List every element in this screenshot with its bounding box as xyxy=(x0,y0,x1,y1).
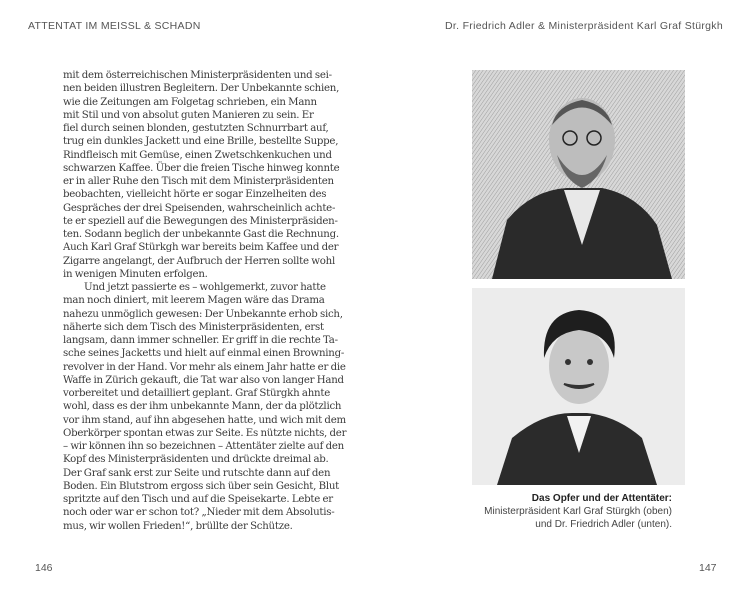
text-line: spritzte auf den Tisch und auf die Speisekarte. Lebte er xyxy=(63,494,333,505)
text-line: langsam, dann immer schneller. Er griff in die rechte Ta- xyxy=(63,335,338,346)
text-line: wie die Zeitungen am Folgetag schrieben, ein Mann xyxy=(63,96,317,108)
text-line: trug ein dunkles Jackett und eine Brille, bestellte Suppe, xyxy=(63,136,339,148)
text-line: Waffe in Zürich gekauft, die Tat war also von langer Hand xyxy=(63,374,344,386)
text-line: mit dem österreichischen Ministerpräsidenten und sei- xyxy=(63,70,332,81)
text-line: er in aller Ruhe den Tisch mit dem Ministerpräsidenten xyxy=(63,176,334,187)
paragraph-2 xyxy=(63,281,347,533)
text-line: – wir können ihn so bezeichnen – Attentäter zielte auf den xyxy=(63,441,344,452)
portrait-adler xyxy=(472,288,685,485)
running-header-right: Dr. Friedrich Adler & Ministerpräsident Karl Graf Stürgkh xyxy=(445,20,723,32)
text-line: Boden. Ein Blutstrom ergoss sich über sein Gesicht, Blut xyxy=(63,480,339,492)
running-header-left: ATTENTAT IM MEISSL & SCHADN xyxy=(28,20,201,32)
figure-caption xyxy=(484,492,672,531)
text-line: fiel durch seinen blonden, gestutzten Schnurrbart auf, xyxy=(63,123,329,134)
text-line: Gespräches der drei Speisenden, wahrscheinlich achte- xyxy=(63,202,336,214)
page-number-right: 147 xyxy=(699,562,717,574)
text-line: vorbereitet und detailliert geplant. Graf Stürgkh ahnte xyxy=(63,388,330,399)
text-line: ten. Sodann beglich der unbekannte Gast die Rechnung. xyxy=(63,229,339,240)
text-line: Rindfleisch mit Gemüse, einen Zwetschkenkuchen und xyxy=(63,149,332,161)
text-line: te er speziell auf die Bewegungen des Ministerpräsiden- xyxy=(63,215,338,227)
text-line: Und jetzt passierte es – wohlgemerkt, zuvor hatte xyxy=(84,282,326,293)
text-line: beobachten, vielleicht hörte er sogar Einzelheiten des xyxy=(63,189,327,201)
portrait-stuergkh xyxy=(472,70,685,279)
text-line: vor ihm stand, auf ihn abgesehen hatte, und wich mit dem xyxy=(63,414,346,426)
text-line: nahezu unmöglich gewesen: Der Unbekannte erhob sich, xyxy=(63,308,343,320)
text-line: Oberkörper spontan etwas zur Seite. Es nützte nichts, der xyxy=(63,427,347,439)
text-line: mit Stil und von absolut guten Manieren zu sein. Er xyxy=(63,109,314,121)
text-line: Auch Karl Graf Stürkgh war bereits beim Kaffee und der xyxy=(63,242,339,254)
text-line: Zigarre angelangt, der Aufbruch der Herren sollte wohl xyxy=(63,255,335,267)
text-line: in wenigen Minuten erfolgen. xyxy=(63,268,208,280)
text-line: man noch diniert, mit leerem Magen wäre das Drama xyxy=(63,295,325,307)
text-line: mus, wir wollen Frieden!“, brüllte der Schütze. xyxy=(63,520,293,532)
text-line: noch oder war er schon tot? „Nieder mit dem Absolutis- xyxy=(63,507,335,519)
caption-title: Das Opfer und der Attentäter: xyxy=(531,493,672,504)
paragraph-1 xyxy=(63,69,340,281)
text-line: Der Graf sank erst zur Seite und rutschte dann auf den xyxy=(63,467,331,479)
page-number-left: 146 xyxy=(35,562,53,574)
caption-line-2: und Dr. Friedrich Adler (unten). xyxy=(535,519,672,530)
text-line: nen beiden illustren Begleitern. Der Unbekannte schien, xyxy=(63,83,340,95)
text-line: näherte sich dem Tisch des Ministerpräsidenten, erst xyxy=(63,321,324,333)
text-line: wohl, dass es der ihm unbekannte Mann, der da plötzlich xyxy=(63,401,342,413)
caption-line-1: Ministerpräsident Karl Graf Stürgkh (oben) xyxy=(484,506,672,517)
text-line: schwarzen Kaffee. Über die freien Tische hinweg konnte xyxy=(63,162,340,174)
text-line: sche seines Jacketts und hielt auf einmal einen Browning- xyxy=(63,348,345,360)
body-text xyxy=(63,69,347,533)
text-line: revolver in der Hand. Vor mehr als einem Jahr hatte er die xyxy=(63,361,346,373)
text-line: Kopf des Ministerpräsidenten und drückte dreimal ab. xyxy=(63,454,329,466)
